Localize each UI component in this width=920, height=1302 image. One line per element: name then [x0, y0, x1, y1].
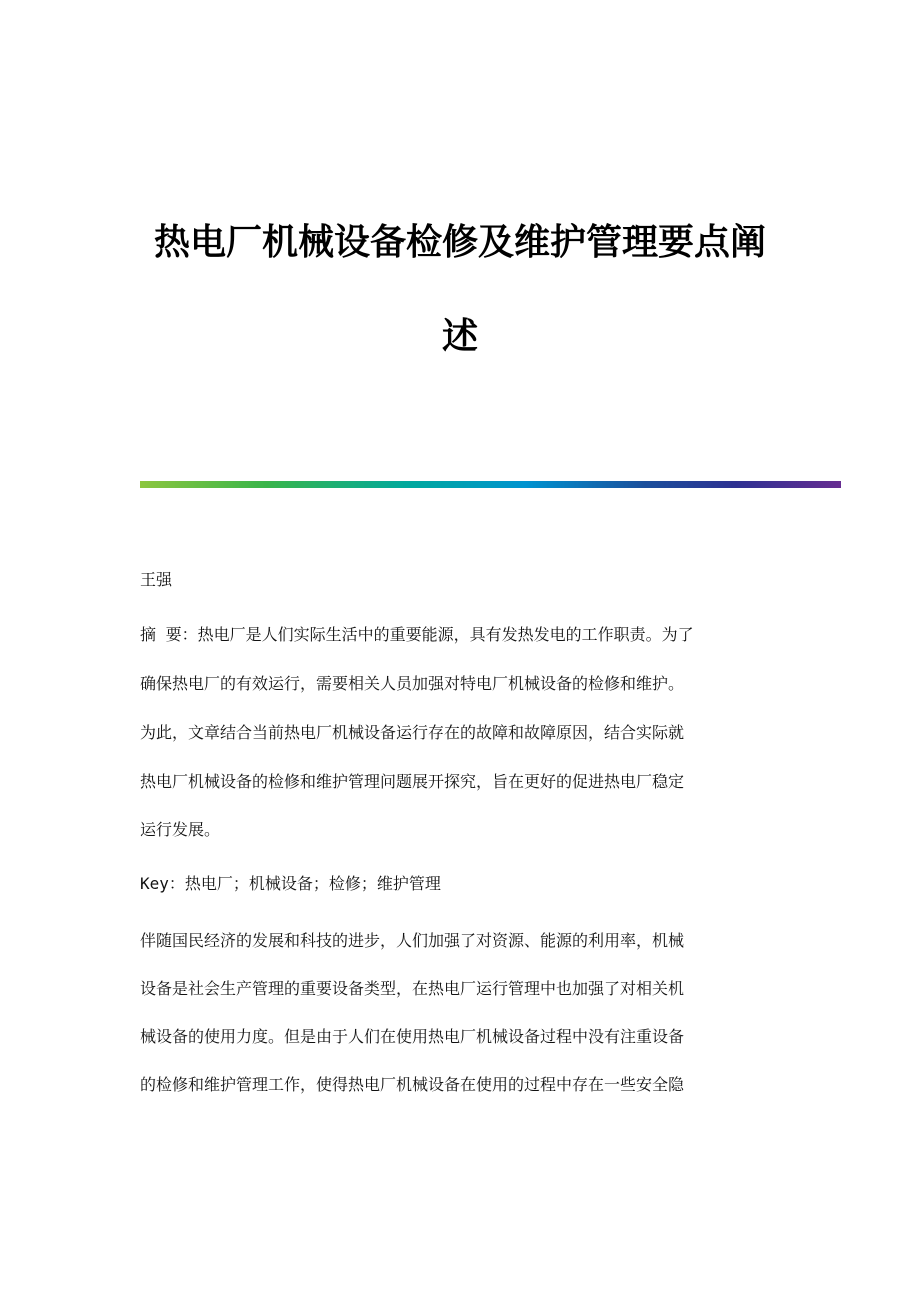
- abstract-line: 确保热电厂的有效运行，需要相关人员加强对特电厂机械设备的检修和维护。: [140, 674, 685, 693]
- keywords-line: Key：热电厂；机械设备；检修；维护管理: [140, 874, 441, 893]
- gradient-divider: [140, 481, 841, 488]
- document-title-line-2: 述: [441, 315, 478, 357]
- body-paragraph-line: 伴随国民经济的发展和科技的进步，人们加强了对资源、能源的利用率，机械: [140, 931, 685, 950]
- body-paragraph-line: 的检修和维护管理工作，使得热电厂机械设备在使用的过程中存在一些安全隐: [140, 1075, 685, 1094]
- abstract-line: 摘 要：热电厂是人们实际生活中的重要能源，具有发热发电的工作职责。为了: [140, 625, 694, 644]
- author-name: 王强: [140, 570, 173, 589]
- document-title-line-1: 热电厂机械设备检修及维护管理要点阐: [153, 221, 766, 263]
- body-paragraph-line: 械设备的使用力度。但是由于人们在使用热电厂机械设备过程中没有注重设备: [140, 1027, 685, 1046]
- abstract-line: 运行发展。: [140, 820, 221, 839]
- body-paragraph-line: 设备是社会生产管理的重要设备类型，在热电厂运行管理中也加强了对相关机: [140, 979, 685, 998]
- abstract-line: 热电厂机械设备的检修和维护管理问题展开探究，旨在更好的促进热电厂稳定: [140, 772, 685, 791]
- abstract-line: 为此，文章结合当前热电厂机械设备运行存在的故障和故障原因，结合实际就: [140, 723, 685, 742]
